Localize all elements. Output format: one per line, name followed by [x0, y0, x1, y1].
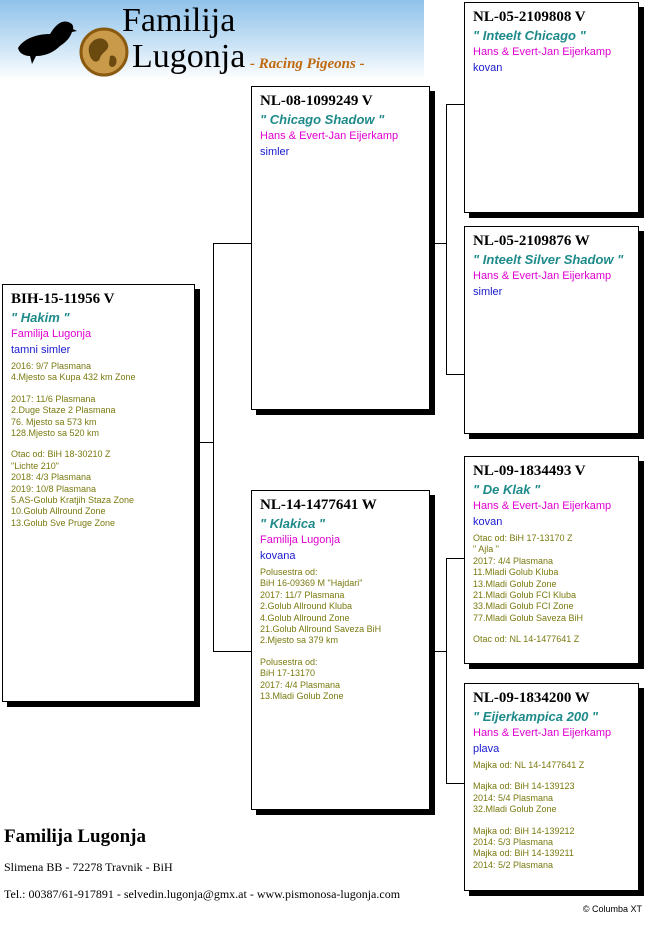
pigeon-name: " Eijerkampica 200 ": [473, 709, 599, 724]
info-line: Majka od: NL 14-1477641 Z: [473, 760, 585, 770]
info-line: 2017: 11/6 Plasmana: [11, 393, 96, 404]
performance-info: [473, 760, 630, 871]
breeder: Hans & Evert-Jan Eijerkamp: [473, 727, 612, 739]
info-line: 128.Mjesto sa 520 km: [11, 428, 100, 439]
dam-sire-card[interactable]: [464, 456, 639, 664]
connector: [446, 374, 464, 375]
info-line: 2014: 5/3 Plasmana: [473, 837, 554, 848]
pigeon-name: " Klakica ": [260, 516, 326, 531]
breeder: Hans & Evert-Jan Eijerkamp: [473, 270, 612, 282]
dam-card[interactable]: [251, 490, 430, 810]
pigeon-name: " Hakim ": [11, 310, 70, 325]
connector: [195, 442, 213, 443]
info-line: 32.Mladi Golub Zone: [473, 804, 557, 815]
info-line: 2017: 11/7 Plasmana: [260, 589, 345, 600]
info-line: 21.Mladi Golub FCI Kluba: [473, 590, 577, 601]
sire-sire-card[interactable]: [464, 2, 639, 213]
connector: [430, 651, 446, 652]
tagline: - Racing Pigeons -: [250, 56, 365, 72]
ring-number: NL-05-2109808 V: [473, 9, 586, 25]
info-line: 13.Mladi Golub Zone: [260, 691, 344, 702]
sire-card[interactable]: [251, 86, 430, 410]
info-line: Otac od: NL 14-1477641 Z: [473, 634, 580, 645]
connector: [213, 243, 214, 651]
colour: kovan: [473, 62, 503, 74]
breeder: Hans & Evert-Jan Eijerkamp: [473, 46, 612, 58]
connector: [213, 651, 251, 652]
ring-number: NL-05-2109876 W: [473, 233, 590, 249]
breeder: Hans & Evert-Jan Eijerkamp: [473, 500, 612, 512]
info-line: "Lichte 210": [11, 460, 59, 471]
copyright: © Columba XT: [582, 904, 642, 914]
info-line: 77.Mladi Golub Saveza BiH: [473, 612, 584, 623]
info-line: 76. Mjesto sa 573 km: [11, 416, 97, 427]
info-line: 5.AS-Golub Kratjih Staza Zone: [11, 495, 135, 506]
info-line: Polusestra od:: [260, 656, 318, 667]
info-line: 21.Golub Allround Saveza BiH: [260, 624, 382, 635]
info-line: 11.Mladi Golub Kluba: [473, 567, 559, 578]
colour: simler: [260, 146, 290, 158]
subject-card[interactable]: [2, 284, 195, 702]
pigeon-name: " Chicago Shadow ": [260, 112, 385, 127]
connector: [446, 104, 464, 105]
breeder: Hans & Evert-Jan Eijerkamp: [260, 130, 399, 142]
info-line: [473, 771, 630, 781]
performance-info: [473, 533, 630, 646]
pigeon-icon: [10, 8, 80, 68]
ring-number: NL-09-1834493 V: [473, 463, 586, 479]
connector: [446, 558, 464, 559]
info-line: [11, 439, 186, 449]
breeder: Familija Lugonja: [260, 534, 341, 546]
info-line: 33.Mladi Golub FCI Zone: [473, 601, 574, 612]
colour: kovana: [260, 550, 296, 562]
pigeon-name: " Inteelt Silver Shadow ": [473, 252, 624, 267]
info-line: 2.Mjesto sa 379 km: [260, 635, 339, 646]
connector: [446, 104, 447, 374]
colour: tamni simler: [11, 344, 71, 356]
info-line: 13.Golub Sve Pruge Zone: [11, 517, 116, 528]
info-line: Majka od: BiH 14-139123: [473, 781, 575, 792]
breeder: Familija Lugonja: [11, 328, 92, 340]
info-line: Majka od: BiH 14-139211: [473, 848, 574, 859]
brand-title-line1: Familija: [122, 2, 236, 39]
info-line: Majka od: BiH 14-139212: [473, 825, 575, 836]
connector: [446, 558, 447, 783]
dam-dam-card[interactable]: [464, 683, 639, 891]
info-line: 10.Golub Allround Zone: [11, 506, 106, 517]
info-line: 13.Mladi Golub Zone: [473, 578, 557, 589]
performance-info: [260, 567, 421, 702]
info-line: 4.Mjesto sa Kupa 432 km Zone: [11, 372, 136, 383]
info-line: 2.Golub Allround Kluba: [260, 601, 353, 612]
info-line: BiH 16-09369 M "Hajdari": [260, 578, 363, 589]
info-line: Otac od: BiH 18-30210 Z: [11, 449, 111, 460]
footer-address: Slimena BB - 72278 Travnik - BiH: [4, 860, 173, 874]
info-line: [11, 384, 186, 394]
brand-title-line2: Lugonja: [132, 38, 246, 75]
connector: [213, 243, 251, 244]
footer-contact[interactable]: Tel.: 00387/61-917891 - selvedin.lugonja@gmx.at - www.pismonosa-lugonja.com: [4, 887, 401, 901]
info-line: " Ajla ": [473, 544, 499, 555]
info-line: BiH 17-13170: [260, 668, 316, 679]
connector: [430, 243, 446, 244]
info-line: 2014: 5/4 Plasmana: [473, 792, 554, 803]
colour: kovan: [473, 516, 503, 528]
info-line: 4.Golub Allround Zone: [260, 612, 350, 623]
pigeon-name: " De Klak ": [473, 482, 541, 497]
connector: [446, 783, 464, 784]
pigeon-name: " Inteelt Chicago ": [473, 28, 586, 43]
colour: simler: [473, 286, 503, 298]
info-line: 2016: 9/7 Plasmana: [11, 361, 92, 371]
info-line: 2017: 4/4 Plasmana: [473, 555, 554, 566]
info-line: [260, 647, 421, 657]
info-line: Otac od: BiH 17-13170 Z: [473, 533, 573, 543]
info-line: [473, 816, 630, 826]
info-line: Polusestra od:: [260, 567, 318, 577]
info-line: 2019: 10/8 Plasmana: [11, 483, 97, 494]
ring-number: BIH-15-11956 V: [11, 291, 115, 307]
footer-title: Familija Lugonja: [4, 826, 146, 847]
info-line: 2014: 5/2 Plasmana: [473, 859, 554, 870]
performance-info: [11, 361, 186, 529]
colour: plava: [473, 743, 500, 755]
info-line: 2018: 4/3 Plasmana: [11, 472, 92, 483]
info-line: 2.Duge Staze 2 Plasmana: [11, 405, 116, 416]
info-line: [473, 624, 630, 634]
sire-dam-card[interactable]: [464, 226, 639, 434]
info-line: 2017: 4/4 Plasmana: [260, 679, 341, 690]
ring-number: NL-09-1834200 W: [473, 690, 590, 706]
ring-number: NL-14-1477641 W: [260, 497, 377, 513]
ring-number: NL-08-1099249 V: [260, 93, 373, 109]
